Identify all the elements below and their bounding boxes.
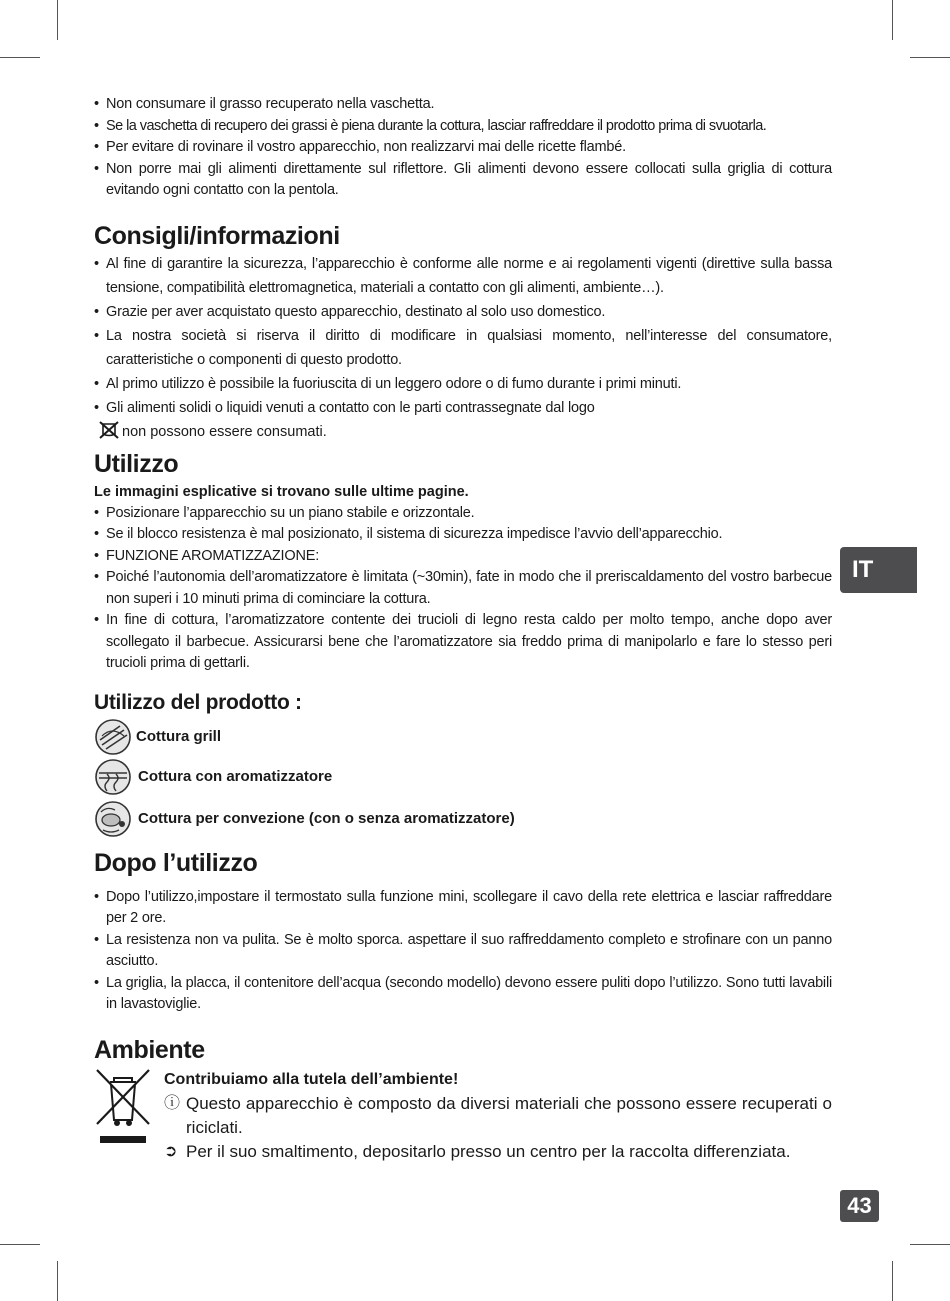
language-tab: IT [840, 547, 917, 593]
list-item: • Non porre mai gli alimenti direttamente sul riflettore. Gli alimenti devono essere collocati sulla griglia di cottura evitando ogni contatto con la pentola. [94, 159, 832, 202]
crop-mark [910, 1244, 950, 1245]
list-item: • Gli alimenti solidi o liquidi venuti a contatto con le parti contrassegnate dal logo [94, 396, 832, 420]
mode-row-smoker [94, 757, 832, 797]
list-item: • Al fine di garantire la sicurezza, l’apparecchio è conforme alle norme e ai regolamenti vigenti (direttive sulla bassa tensione, compatibilità elettromagnetica, materiali a contatto con gli alimenti, ambiente…). [94, 252, 832, 300]
list-item: • Grazie per aver acquistato questo apparecchio, destinato al solo uso domestico. [94, 300, 832, 324]
consigli-bullet-list [94, 252, 832, 420]
utilizzo-note: Le immagini esplicative si trovano sulle ultime pagine. [94, 483, 469, 500]
mode-row-convection [94, 799, 832, 839]
section-title-ambiente: Ambiente [94, 1035, 205, 1064]
crop-mark [57, 1261, 58, 1301]
list-item: • La nostra società si riserva il diritto di modificare in qualsiasi momento, nell’interesse del consumatore, caratteristiche o componenti di questo prodotto. [94, 324, 832, 372]
grill-icon [94, 718, 132, 756]
logo-line-text: non possono essere consumati. [122, 423, 327, 440]
ambiente-text [164, 1068, 832, 1164]
crop-mark [892, 1261, 893, 1301]
section-title-prodotto: Utilizzo del prodotto : [94, 690, 302, 714]
list-item: • La resistenza non va pulita. Se è molto sporca. aspettare il suo raffreddamento completo e strofinare con un panno asciutto. [94, 930, 832, 973]
crossed-bin-icon [94, 1068, 152, 1146]
dopo-bullet-list [94, 887, 832, 1016]
list-item: • Poiché l’autonomia dell’aromatizzatore è limitata (~30min), fate in modo che il preriscaldamento del vostro barbecue non superi i 10 minuti prima di cominciare la cottura. [94, 567, 832, 610]
utilizzo-bullet-list [94, 503, 832, 675]
intro-bullet-list [94, 94, 832, 202]
crop-mark [892, 0, 893, 40]
ambiente-arrow-row [164, 1140, 832, 1164]
crop-mark [910, 57, 950, 58]
mode-label: Cottura grill [136, 727, 221, 745]
list-item: • Non consumare il grasso recuperato nella vaschetta. [94, 94, 832, 116]
list-item: • Per evitare di rovinare il vostro apparecchio, non realizzarvi mai delle ricette flambé. [94, 137, 832, 159]
section-title-consigli: Consigli/informazioni [94, 221, 340, 250]
logo-line [94, 420, 832, 444]
section-title-dopo: Dopo l’utilizzo [94, 848, 258, 877]
list-item: • Se il blocco resistenza è mal posizionato, il sistema di sicurezza impedisce l’avvio dell’apparecchio. [94, 524, 832, 546]
info-icon: ⓘ [164, 1094, 181, 1112]
crop-mark [0, 1244, 40, 1245]
ambiente-arrow-text: Per il suo smaltimento, depositarlo presso un centro per la raccolta differenziata. [186, 1141, 791, 1161]
section-title-utilizzo: Utilizzo [94, 449, 179, 478]
crop-mark [0, 57, 40, 58]
arrow-right-icon: ➲ [164, 1142, 178, 1160]
mode-label: Cottura con aromatizzatore [138, 767, 333, 785]
list-item: • Dopo l’utilizzo,impostare il termostato sulla funzione mini, scollegare il cavo della rete elettrica e lasciar raffreddare per 2 ore. [94, 887, 832, 930]
no-food-contact-icon [98, 421, 120, 439]
mode-row-grill [94, 717, 832, 757]
page-number: 43 [840, 1190, 879, 1222]
crop-mark [57, 0, 58, 40]
mode-label: Cottura per convezione (con o senza aromatizzatore) [138, 809, 515, 827]
list-item: • Al primo utilizzo è possibile la fuoriuscita di un leggero odore o di fumo durante i primi minuti. [94, 372, 832, 396]
list-item: • La griglia, la placca, il contenitore dell’acqua (secondo modello) devono essere puliti dopo l’utilizzo. Sono tutti lavabili in lavastoviglie. [94, 973, 832, 1016]
list-item: • In fine di cottura, l’aromatizzatore contente dei trucioli di legno resta caldo per molto tempo, anche dopo aver scollegato il barbecue. Assicurarsi bene che l’aromatizzatore sia freddo prima di manipolarlo e fare lo stesso peri trucioli prima di gettarli. [94, 610, 832, 675]
smoker-icon [94, 758, 132, 796]
ambiente-icon-column [94, 1068, 164, 1164]
list-item: • Posizionare l’apparecchio su un piano stabile e orizzontale. [94, 503, 832, 525]
ambiente-block [94, 1068, 832, 1164]
convection-icon [94, 800, 132, 838]
ambiente-info-text: Questo apparecchio è composto da diversi materiali che possono essere recuperati o riciclati. [186, 1093, 832, 1137]
list-item: • FUNZIONE AROMATIZZAZIONE: [94, 546, 832, 568]
page-content [94, 94, 832, 1164]
list-item: • Se la vaschetta di recupero dei grassi è piena durante la cottura, lasciar raffreddare il prodotto prima di svuotarla. [94, 116, 832, 138]
ambiente-heading: Contribuiamo alla tutela dell’ambiente! [164, 1070, 459, 1088]
ambiente-info-row [164, 1092, 832, 1140]
